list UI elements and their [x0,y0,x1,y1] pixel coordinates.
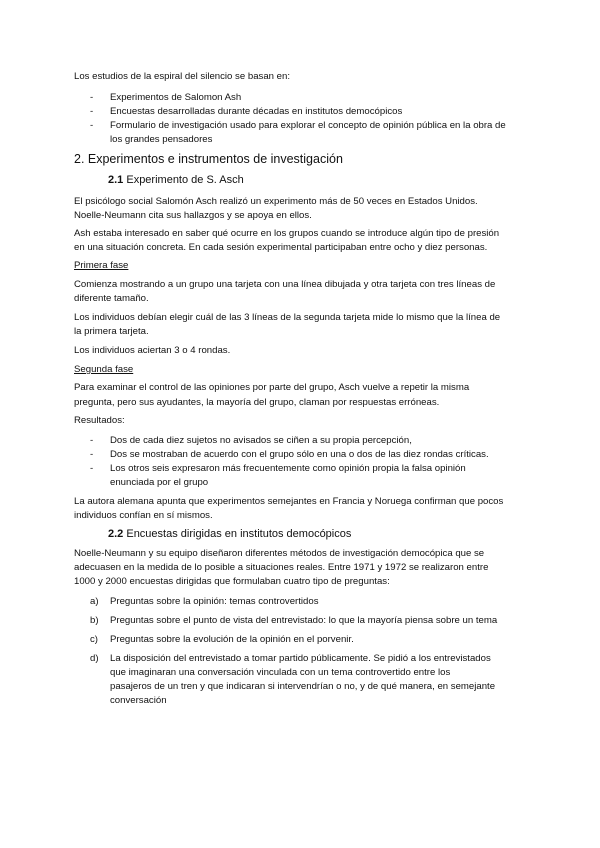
paragraph-line: Ash estaba interesado en saber qué ocurre en los grupos cuando se introduce algún tipo de presión [74,228,500,239]
subsection-title: Experimento de S. Asch [123,174,244,186]
paragraph-line: Para examinar el control de las opiniones por parte del grupo, Asch vuelve a repetir la misma [74,382,470,393]
paragraph-line: Noelle-Neumann y su equipo diseñaron diferentes métodos de investigación democópica que se [74,548,485,559]
bullet-marker: - [90,449,94,460]
paragraph-line: La autora alemana apunta que experimentos semejantes en Francia y Noruega confirman que pocos [74,496,504,507]
bullet-marker: - [90,106,94,117]
subsection-title: Encuestas dirigidas en institutos democópicos [123,528,352,540]
bullet-marker: - [90,463,94,474]
bullet-item: Dos de cada diez sujetos no avisados se ciñen a su propia percepción, [110,435,412,446]
paragraph-line: 1000 y 2000 encuestas dirigidas que formulaban cuatro tipo de preguntas: [74,576,390,587]
paragraph-line: El psicólogo social Salomón Asch realizó un experimento más de 50 veces en Estados Unidos. [74,196,478,207]
paragraph-line: diferente tamaño. [74,293,149,304]
list-item: Preguntas sobre el punto de vista del entrevistado: lo que la mayoría piensa sobre un tema [110,615,498,626]
subsection-heading [108,526,351,542]
bullet-item-continued: los grandes pensadores [110,134,213,145]
results-label: Resultados: [74,415,125,426]
bullet-item: Encuestas desarrolladas durante décadas en institutos democópicos [110,106,403,117]
list-label: d) [90,653,99,664]
paragraph-line: adecuasen en la medida de lo posible a situaciones reales. Entre 1971 y 1972 se realizaron entre [74,562,489,573]
bullet-marker: - [90,435,94,446]
list-item-continued: que imaginaran una conversación vinculada con un tema controvertido entre los [110,667,451,678]
list-item-continued: pasajeros de un tren y que indicaran si intervendrían o no, y de qué manera, en semejante [110,681,496,692]
paragraph-line: Los individuos aciertan 3 o 4 rondas. [74,345,231,356]
bullet-item: Formulario de investigación usado para explorar el concepto de opinión pública en la obra de [110,120,506,131]
bullet-item: Dos se mostraban de acuerdo con el grupo sólo en una o dos de las diez rondas críticas. [110,449,489,460]
bullet-item-continued: enunciada por el grupo [110,477,209,488]
bullet-marker: - [90,92,94,103]
bullet-item: Los otros seis expresaron más frecuentemente como opinión propia la falsa opinión [110,463,466,474]
paragraph-line: en una situación concreta. En cada sesión experimental participaban entre ocho y diez personas. [74,242,488,253]
bullet-item: Experimentos de Salomon Ash [110,92,242,103]
list-item: La disposición del entrevistado a tomar partido públicamente. Se pidió a los entrevistados [110,653,491,664]
list-item-continued: conversación [110,695,167,706]
paragraph-line: individuos confían en sí mismos. [74,510,213,521]
list-label: c) [90,634,98,645]
phase-heading: Primera fase [74,260,129,271]
list-label: b) [90,615,99,626]
paragraph-line: Comienza mostrando a un grupo una tarjeta con una línea dibujada y otra tarjeta con tres líneas de [74,279,496,290]
paragraph-line: pregunta, pero sus ayudantes, la mayoría del grupo, claman por respuestas erróneas. [74,397,440,408]
intro-text: Los estudios de la espiral del silencio se basan en: [74,71,290,82]
subsection-number: 2.1 [108,174,124,186]
list-item: Preguntas sobre la opinión: temas controvertidos [110,596,319,607]
section-heading: 2. Experimentos e instrumentos de investigación [74,152,343,166]
subsection-number: 2.2 [108,528,124,540]
paragraph-line: Noelle-Neumann cita sus hallazgos y se apoya en ellos. [74,210,312,221]
list-label: a) [90,596,99,607]
subsection-heading [108,172,244,188]
list-item: Preguntas sobre la evolución de la opinión en el porvenir. [110,634,354,645]
bullet-marker: - [90,120,94,131]
paragraph-line: Los individuos debían elegir cuál de las 3 líneas de la segunda tarjeta mide lo mismo que la línea de [74,312,501,323]
phase-heading: Segunda fase [74,364,134,375]
paragraph-line: la primera tarjeta. [74,326,149,337]
